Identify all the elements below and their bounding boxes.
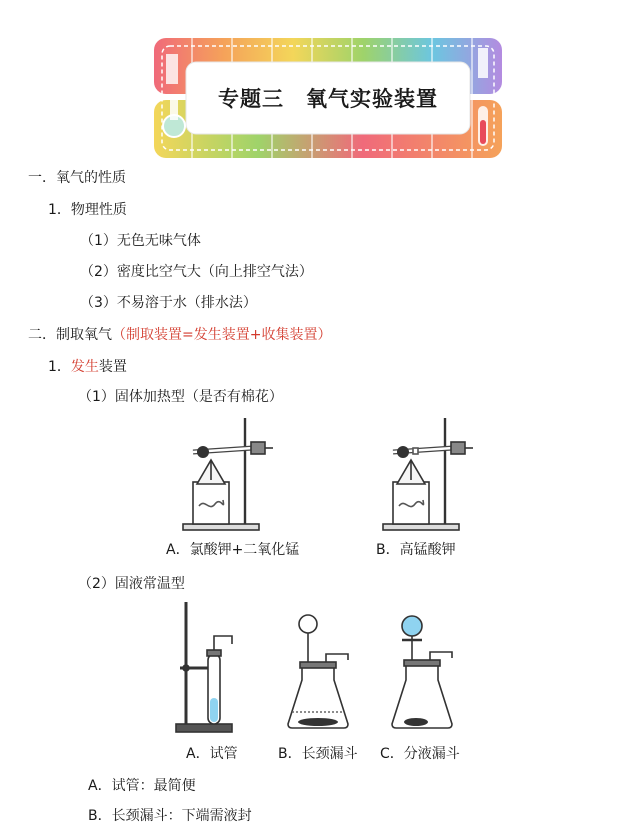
subsection-physical-heading: 1．物理性质 <box>48 202 127 218</box>
long-neck-funnel-apparatus <box>282 606 362 736</box>
caption-separatory-funnel: C．分液漏斗 <box>380 746 460 762</box>
note-long-neck-funnel: B．长颈漏斗：下端需液封 <box>88 808 252 824</box>
property-item: （1）无色无味气体 <box>80 233 201 249</box>
solid-heating-apparatus-b <box>375 412 485 534</box>
caption-test-tube: A．试管 <box>186 746 238 762</box>
caption-potassium-chlorate: A．氯酸钾+二氧化锰 <box>166 542 300 558</box>
property-item: （2）密度比空气大（向上排空气法） <box>80 264 313 280</box>
generator-highlight: 发生 <box>70 359 99 375</box>
caption-long-neck-funnel: B．长颈漏斗 <box>278 746 358 762</box>
solid-heating-apparatus-a <box>175 412 285 534</box>
solid-liquid-heading: （2）固液常温型 <box>78 576 185 592</box>
subsection-generator-heading <box>48 357 127 377</box>
generator-suffix: 装置 <box>98 359 127 375</box>
caption-potassium-permanganate: B．高锰酸钾 <box>376 542 456 558</box>
section-2-heading <box>28 325 331 345</box>
page-title: 专题三 氧气实验装置 <box>218 87 438 111</box>
generator-prefix: 1． <box>48 359 71 375</box>
section-1-heading: 一．氧气的性质 <box>28 170 126 186</box>
property-item: （3）不易溶于水（排水法） <box>80 295 257 311</box>
test-tube-apparatus <box>172 598 252 738</box>
section-2-note: （制取装置=发生装置+收集装置） <box>112 327 332 343</box>
separatory-funnel-apparatus <box>386 606 466 736</box>
section-2-main: 二．制取氧气 <box>28 327 112 343</box>
note-test-tube: A．试管：最简便 <box>88 778 196 794</box>
solid-heating-heading: （1）固体加热型（是否有棉花） <box>78 389 283 405</box>
